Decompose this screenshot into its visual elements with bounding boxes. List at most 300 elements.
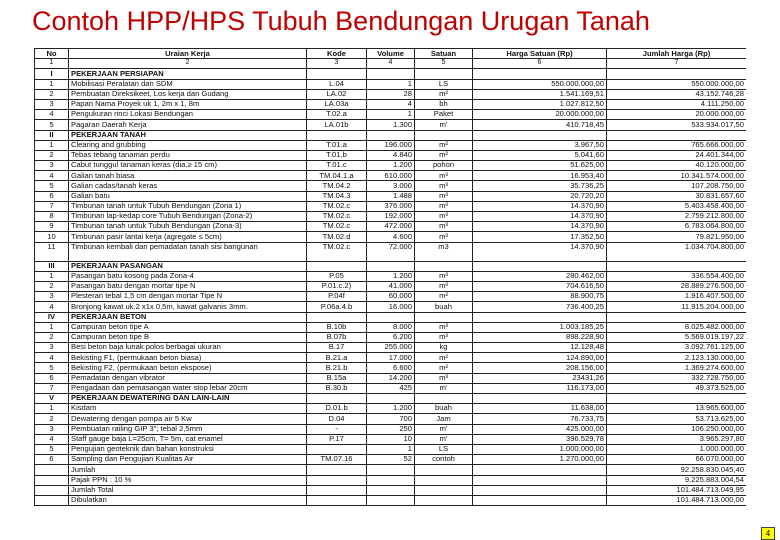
row-no <box>35 475 69 485</box>
total-row <box>35 475 747 485</box>
row-volume: 255.000 <box>367 343 415 353</box>
row-unit: m³ <box>415 232 473 242</box>
row-total-price: 10.341.574.000,00 <box>607 171 747 181</box>
row-unit: m³ <box>415 181 473 191</box>
total-row <box>35 485 747 495</box>
row-unit: buah <box>415 404 473 414</box>
row-description: Jumlah Total <box>69 485 307 495</box>
row-total-price: 40.120.000,00 <box>607 161 747 171</box>
row-total-price: 49.373.525,00 <box>607 383 747 393</box>
header-number: 7 <box>607 59 747 69</box>
row-no: 6 <box>35 373 69 383</box>
row-unit: m³ <box>415 201 473 211</box>
row-no: 5 <box>35 181 69 191</box>
row-unit: LS <box>415 79 473 89</box>
row-total-price: 30.831.657,60 <box>607 191 747 201</box>
row-code: - <box>307 424 367 434</box>
row-unit: m² <box>415 353 473 363</box>
row-unit: m² <box>415 140 473 150</box>
row-total-price: 5.403.458.400,00 <box>607 201 747 211</box>
row-total-price: 28.889.276.500,00 <box>607 281 747 291</box>
row-no: 1 <box>35 404 69 414</box>
row-volume <box>367 475 415 485</box>
row-unit <box>415 465 473 475</box>
row-unit <box>415 495 473 505</box>
table-row <box>35 161 747 171</box>
row-total-price: 92.258.830.045,40 <box>607 465 747 475</box>
row-volume <box>367 130 415 140</box>
section-row <box>35 394 747 404</box>
row-unit: pohon <box>415 161 473 171</box>
row-unit-price: 1.000.000,00 <box>473 444 607 454</box>
row-unit: m² <box>415 363 473 373</box>
row-volume: 1.200 <box>367 404 415 414</box>
row-unit: m³ <box>415 281 473 291</box>
header-satuan: Satuan <box>415 49 473 59</box>
row-code: TM.02.c <box>307 242 367 261</box>
row-volume: 610.000 <box>367 171 415 181</box>
row-total-price: 106.250.000,00 <box>607 424 747 434</box>
row-unit-price: 3.967,50 <box>473 140 607 150</box>
row-unit-price: 51.625,00 <box>473 161 607 171</box>
row-volume <box>367 312 415 322</box>
row-code: TM.02.d <box>307 232 367 242</box>
row-unit-price: 88.900,75 <box>473 292 607 302</box>
row-volume: 3.000 <box>367 181 415 191</box>
table-row <box>35 404 747 414</box>
table-row <box>35 414 747 424</box>
table-row <box>35 292 747 302</box>
row-volume: 72.000 <box>367 242 415 261</box>
row-total-price: 1.034.704.800,00 <box>607 242 747 261</box>
row-no: 6 <box>35 455 69 465</box>
row-description: Clearing and grubbing <box>69 140 307 150</box>
row-code: TM.02.c <box>307 201 367 211</box>
row-unit: m³ <box>415 373 473 383</box>
row-description: Pembuatan railing GIP 3"; tebal 2,5mm <box>69 424 307 434</box>
row-description: Timbunan tanah untuk Tubuh Bendungan (Zona-3) <box>69 222 307 232</box>
row-volume <box>367 261 415 271</box>
table-row <box>35 332 747 342</box>
table-row <box>35 201 747 211</box>
row-code: T.01.b <box>307 150 367 160</box>
row-no: 1 <box>35 271 69 281</box>
header-number: 4 <box>367 59 415 69</box>
row-description: Dewatering dengan pompa air 5 Kw <box>69 414 307 424</box>
row-volume: 41.000 <box>367 281 415 291</box>
row-unit: m² <box>415 292 473 302</box>
row-unit-price: 76.733,75 <box>473 414 607 424</box>
row-code <box>307 261 367 271</box>
row-unit: LS <box>415 444 473 454</box>
row-code: LA.03a <box>307 99 367 109</box>
row-unit <box>415 130 473 140</box>
section-row <box>35 130 747 140</box>
row-total-price: 53.713.625,00 <box>607 414 747 424</box>
section-row <box>35 69 747 79</box>
row-unit-price: 14.370,90 <box>473 222 607 232</box>
row-unit: m³ <box>415 191 473 201</box>
row-unit-price: 1.541.169,51 <box>473 89 607 99</box>
row-unit-price: 16.953,40 <box>473 171 607 181</box>
row-no: 1 <box>35 140 69 150</box>
table-row <box>35 343 747 353</box>
row-unit: m³ <box>415 332 473 342</box>
row-volume: 376.000 <box>367 201 415 211</box>
row-code: TM.04.3 <box>307 191 367 201</box>
table-row <box>35 140 747 150</box>
row-total-price: 9.225.883.004,54 <box>607 475 747 485</box>
row-unit-price <box>473 485 607 495</box>
row-unit-price: 704.616,50 <box>473 281 607 291</box>
table-row <box>35 79 747 89</box>
row-unit-price <box>473 475 607 485</box>
row-volume: 1 <box>367 79 415 89</box>
row-no: 4 <box>35 434 69 444</box>
row-unit: m³ <box>415 322 473 332</box>
row-total-price: 107.208.750,00 <box>607 181 747 191</box>
row-volume: 1.200 <box>367 161 415 171</box>
row-unit-price <box>473 261 607 271</box>
header-number: 6 <box>473 59 607 69</box>
total-row <box>35 465 747 475</box>
row-total-price: 5.569.019.197,22 <box>607 332 747 342</box>
header-uraian: Uraian Kerja <box>69 49 307 59</box>
row-unit-price: 898.228,90 <box>473 332 607 342</box>
row-no: 7 <box>35 383 69 393</box>
table-row <box>35 322 747 332</box>
row-volume: 1.200 <box>367 271 415 281</box>
row-volume: 425 <box>367 383 415 393</box>
row-unit: m³ <box>415 271 473 281</box>
row-total-price: 1.000.000,00 <box>607 444 747 454</box>
header-number-row <box>35 59 747 69</box>
row-total-price: 1.369.274.600,00 <box>607 363 747 373</box>
row-total-price: 2.759.212.800,00 <box>607 212 747 222</box>
row-unit: m² <box>415 89 473 99</box>
row-description: Galian tanah biasa <box>69 171 307 181</box>
row-description: Galian batu <box>69 191 307 201</box>
row-total-price: 3.092.761.125,00 <box>607 343 747 353</box>
row-unit-price <box>473 130 607 140</box>
row-total-price: 336.554.400,00 <box>607 271 747 281</box>
row-description: Cabut tunggul tanaman keras (dia.≥ 15 cm) <box>69 161 307 171</box>
row-description: PEKERJAAN BETON <box>69 312 307 322</box>
row-code: B.21.b <box>307 363 367 373</box>
table-row <box>35 120 747 130</box>
row-no: 11 <box>35 242 69 261</box>
row-unit-price: 425.000,00 <box>473 424 607 434</box>
row-no: 5 <box>35 363 69 373</box>
row-code <box>307 312 367 322</box>
row-volume: 1.488 <box>367 191 415 201</box>
row-unit: bh <box>415 99 473 109</box>
row-description: Papan Nama Proyek uk 1, 2m x 1, 8m <box>69 99 307 109</box>
page-title: Contoh HPP/HPS Tubuh Bendungan Urugan Tanah <box>32 6 650 36</box>
row-unit: m³ <box>415 222 473 232</box>
row-unit: m³ <box>415 212 473 222</box>
row-volume: 4.840 <box>367 150 415 160</box>
table-row <box>35 222 747 232</box>
row-no: 3 <box>35 161 69 171</box>
row-description: Pengadaan dan pemasangan water stop lebar 20cm <box>69 383 307 393</box>
row-unit: m' <box>415 120 473 130</box>
row-unit <box>415 312 473 322</box>
row-total-price: 79.821.950,00 <box>607 232 747 242</box>
row-unit-price: 124.890,00 <box>473 353 607 363</box>
row-no: 4 <box>35 302 69 312</box>
row-volume: 700 <box>367 414 415 424</box>
row-volume: 196.000 <box>367 140 415 150</box>
row-total-price: 101.484.713.049,95 <box>607 485 747 495</box>
section-row <box>35 261 747 271</box>
table-row <box>35 373 747 383</box>
row-volume: 6.200 <box>367 332 415 342</box>
row-unit-price <box>473 69 607 79</box>
table-row <box>35 171 747 181</box>
row-unit <box>415 69 473 79</box>
row-unit-price <box>473 465 607 475</box>
row-volume: 28 <box>367 89 415 99</box>
row-unit-price: 116.173,00 <box>473 383 607 393</box>
row-unit: Paket <box>415 110 473 120</box>
row-unit: m' <box>415 383 473 393</box>
row-total-price <box>607 261 747 271</box>
header-kode: Kode <box>307 49 367 59</box>
row-code: P.01.c.2) <box>307 281 367 291</box>
row-unit-price: 12.128,48 <box>473 343 607 353</box>
row-no: 1 <box>35 79 69 89</box>
row-total-price: 43.152.746,28 <box>607 89 747 99</box>
row-volume: 16.000 <box>367 302 415 312</box>
row-code: B.21.a <box>307 353 367 363</box>
row-no <box>35 495 69 505</box>
table-row <box>35 281 747 291</box>
header-row <box>35 49 747 59</box>
row-unit <box>415 485 473 495</box>
row-no <box>35 465 69 475</box>
row-no: 8 <box>35 212 69 222</box>
row-description: Bekisting F2, (permukaan beton ekspose) <box>69 363 307 373</box>
row-unit: m' <box>415 434 473 444</box>
row-description: Pasangan batu dengan mortar tipe N <box>69 281 307 291</box>
row-total-price: 550.000.000,00 <box>607 79 747 89</box>
row-unit <box>415 394 473 404</box>
row-description: Campuran beton tipe B <box>69 332 307 342</box>
row-total-price: 20.000.000,00 <box>607 110 747 120</box>
row-no: 2 <box>35 414 69 424</box>
row-total-price: 101.484.713.000,00 <box>607 495 747 505</box>
section-row <box>35 312 747 322</box>
row-description: Pasangan batu kosong pada Zona-4 <box>69 271 307 281</box>
row-code: TM.02.c <box>307 222 367 232</box>
row-volume <box>367 485 415 495</box>
row-description: Staff gauge baja L=25cm, T= 5m, cat enamel <box>69 434 307 444</box>
row-code <box>307 485 367 495</box>
row-total-price: 765.666.000,00 <box>607 140 747 150</box>
row-unit-price: 14.370,90 <box>473 242 607 261</box>
row-volume <box>367 394 415 404</box>
row-volume: 52 <box>367 455 415 465</box>
row-unit-price: 1.270.000,00 <box>473 455 607 465</box>
row-volume: 250 <box>367 424 415 434</box>
table-row <box>35 110 747 120</box>
header-number: 5 <box>415 59 473 69</box>
cost-estimate-sheet <box>34 48 746 534</box>
row-unit-price: 410.718,45 <box>473 120 607 130</box>
row-no: I <box>35 69 69 79</box>
row-unit-price: 1.027.812,50 <box>473 99 607 109</box>
row-no: 5 <box>35 120 69 130</box>
row-total-price: 2.123.130.000,00 <box>607 353 747 363</box>
row-unit: m3 <box>415 242 473 261</box>
row-code: TM.04.1.a <box>307 171 367 181</box>
row-code: T.01.c <box>307 161 367 171</box>
table-row <box>35 242 747 261</box>
row-code: B.15a <box>307 373 367 383</box>
row-description: Kisdam <box>69 404 307 414</box>
table-row <box>35 302 747 312</box>
row-no: 7 <box>35 201 69 211</box>
row-no: 1 <box>35 322 69 332</box>
row-description: Sampling dan Pengujian Kualitas Air <box>69 455 307 465</box>
row-description: Plesteran tebal 1,5 cm dengan mortar Tipe N <box>69 292 307 302</box>
row-volume: 472.000 <box>367 222 415 232</box>
table-row <box>35 191 747 201</box>
row-description: Timbunan lap-kedap core Tubuh Bendungan (Zona-2) <box>69 212 307 222</box>
row-code <box>307 394 367 404</box>
row-volume: 4.600 <box>367 232 415 242</box>
header-harga-satuan: Harga Satuan (Rp) <box>473 49 607 59</box>
row-description: PEKERJAAN TANAH <box>69 130 307 140</box>
row-description: Dibulatkan <box>69 495 307 505</box>
row-total-price: 66.070.000,00 <box>607 455 747 465</box>
row-description: Pemadatan dengan vibrator <box>69 373 307 383</box>
row-description: Timbunan kembali dan pemadatan tanah sisi bangunan <box>69 242 307 261</box>
row-no: IV <box>35 312 69 322</box>
table-row <box>35 212 747 222</box>
row-unit-price <box>473 394 607 404</box>
row-code: T.01.a <box>307 140 367 150</box>
row-description: Pembuatan Direksikeet, Los kerja dan Gudang <box>69 89 307 99</box>
row-volume <box>367 495 415 505</box>
header-number: 1 <box>35 59 69 69</box>
header-number: 2 <box>69 59 307 69</box>
row-unit-price: 20.720,20 <box>473 191 607 201</box>
row-unit-price <box>473 495 607 505</box>
row-no: 3 <box>35 424 69 434</box>
row-no: 2 <box>35 89 69 99</box>
row-unit-price <box>473 312 607 322</box>
row-unit-price: 17.352,50 <box>473 232 607 242</box>
row-description: Pengukuran rinci Lokasi Bendungan <box>69 110 307 120</box>
row-no: 4 <box>35 110 69 120</box>
row-code: D.04 <box>307 414 367 424</box>
row-volume: 192.000 <box>367 212 415 222</box>
row-description: PEKERJAAN PASANGAN <box>69 261 307 271</box>
row-code: LA.02 <box>307 89 367 99</box>
row-unit-price: 1.003.185,25 <box>473 322 607 332</box>
table-row <box>35 363 747 373</box>
row-total-price: 24.401.344,00 <box>607 150 747 160</box>
row-description: Galian cadas/tanah keras <box>69 181 307 191</box>
row-description: Tebas tebang tanaman perdu <box>69 150 307 160</box>
row-unit-price: 396.529,78 <box>473 434 607 444</box>
row-unit: Jam <box>415 414 473 424</box>
row-description: Jumlah <box>69 465 307 475</box>
row-volume: 1 <box>367 444 415 454</box>
row-description: Pengujian geoteknik dan bahan konstruksi <box>69 444 307 454</box>
table-row <box>35 424 747 434</box>
row-total-price: 13.965.600,00 <box>607 404 747 414</box>
row-no: 4 <box>35 171 69 181</box>
row-description: Timbunan pasir lantai kerja (agregate ≤ 5cm) <box>69 232 307 242</box>
row-description: Timbunan tanah untuk Tubuh Bendungan (Zona 1) <box>69 201 307 211</box>
row-no: 5 <box>35 444 69 454</box>
row-code: P.05 <box>307 271 367 281</box>
row-no: 2 <box>35 281 69 291</box>
row-volume: 1.300 <box>367 120 415 130</box>
table-row <box>35 383 747 393</box>
row-volume: 8.000 <box>367 322 415 332</box>
row-no: 3 <box>35 292 69 302</box>
table-row <box>35 150 747 160</box>
row-no <box>35 485 69 495</box>
header-jumlah-harga: Jumlah Harga (Rp) <box>607 49 747 59</box>
row-code <box>307 465 367 475</box>
table-row <box>35 89 747 99</box>
cost-estimate-table <box>34 48 746 506</box>
page-number: 4 <box>761 527 775 540</box>
row-code: P.04f <box>307 292 367 302</box>
table-row <box>35 455 747 465</box>
row-no: 2 <box>35 332 69 342</box>
row-unit-price: 23431,26 <box>473 373 607 383</box>
header-no: No <box>35 49 69 59</box>
row-description: Besi beton baja lunak polos berbagai ukuran <box>69 343 307 353</box>
row-unit-price: 5.041,60 <box>473 150 607 160</box>
row-no: 4 <box>35 353 69 363</box>
row-code: LA.01b <box>307 120 367 130</box>
row-total-price <box>607 69 747 79</box>
row-code: D.01.b <box>307 404 367 414</box>
row-description: Campuran beton tipe A <box>69 322 307 332</box>
row-unit-price: 11.638,00 <box>473 404 607 414</box>
row-description: Pajak PPN : 10 % <box>69 475 307 485</box>
row-description: Bronjong kawat uk.2 x1x 0,5m, kawat galvanis 3mm. <box>69 302 307 312</box>
row-description: Pagaran Daerah Kerja <box>69 120 307 130</box>
table-row <box>35 434 747 444</box>
row-unit: m³ <box>415 171 473 181</box>
row-total-price: 1.916.407.500,00 <box>607 292 747 302</box>
header-number: 3 <box>307 59 367 69</box>
row-no: 9 <box>35 222 69 232</box>
row-code: P.06a.4.b <box>307 302 367 312</box>
header-volume: Volume <box>367 49 415 59</box>
row-volume: 1 <box>367 110 415 120</box>
row-unit: buah <box>415 302 473 312</box>
row-total-price: 8.025.482.000,00 <box>607 322 747 332</box>
table-row <box>35 444 747 454</box>
row-unit-price: 14.370,90 <box>473 212 607 222</box>
row-code: B.07b <box>307 332 367 342</box>
row-code: TM.07.16 <box>307 455 367 465</box>
row-code <box>307 475 367 485</box>
row-total-price: 11.915.204.000,00 <box>607 302 747 312</box>
table-row <box>35 181 747 191</box>
row-description: PEKERJAAN DEWATERING DAN LAIN-LAIN <box>69 394 307 404</box>
row-no: 3 <box>35 99 69 109</box>
